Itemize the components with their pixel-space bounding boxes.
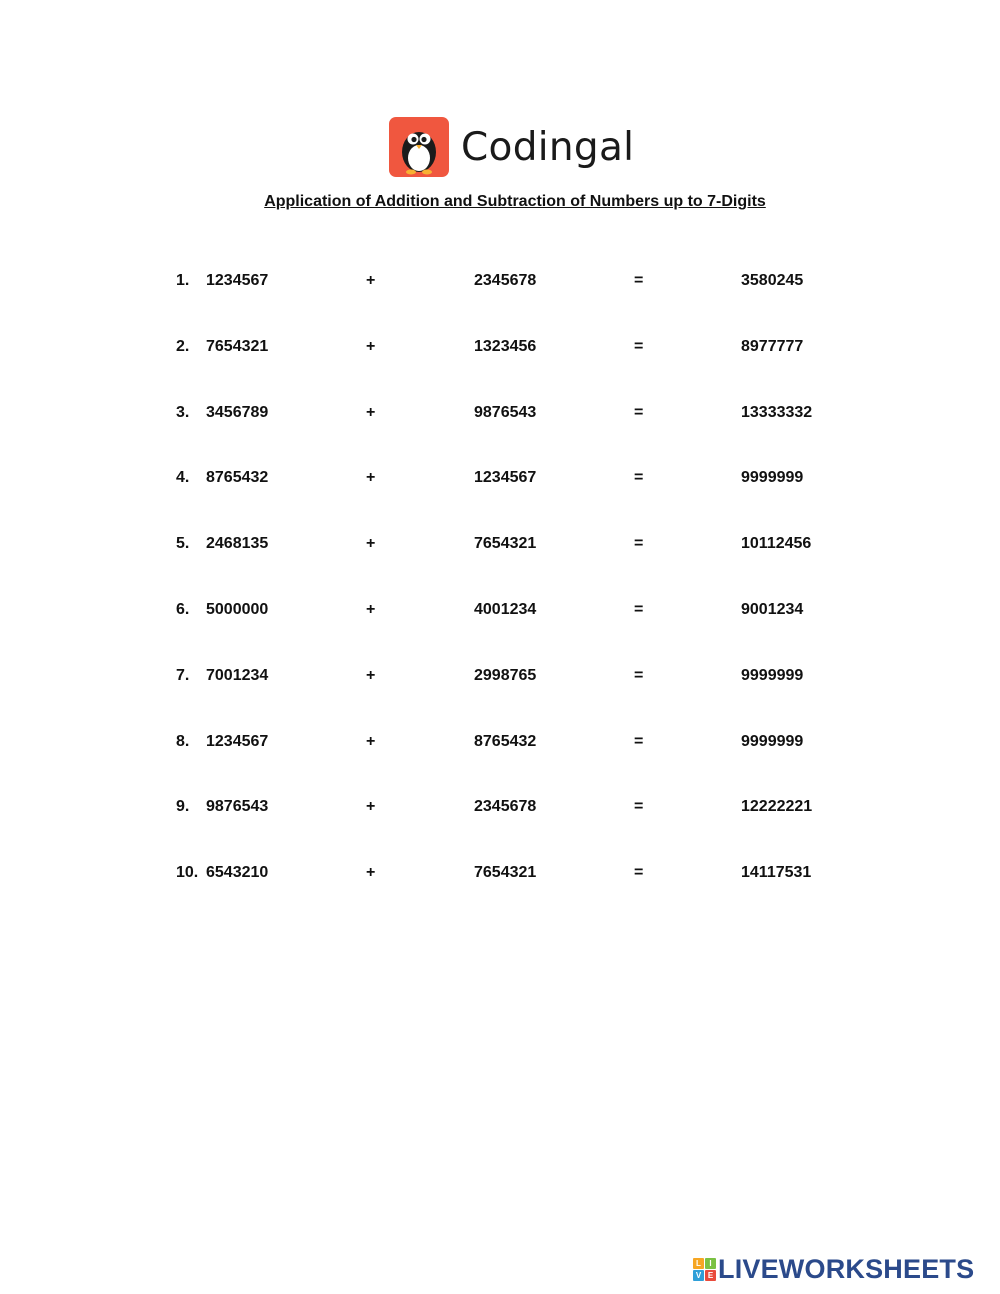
answer: 8977777	[741, 337, 804, 355]
operator: +	[366, 666, 376, 684]
problem-row	[0, 723, 1000, 789]
second-addend: 1323456	[474, 337, 537, 355]
first-addend: 6543210	[206, 864, 269, 882]
first-addend: 8765432	[206, 469, 269, 487]
equals-sign: =	[634, 469, 644, 487]
problem-row	[0, 525, 1000, 591]
problem-number: 3.	[176, 403, 190, 421]
operator: +	[366, 732, 376, 750]
answer: 3580245	[741, 272, 804, 289]
second-addend: 9876543	[474, 403, 537, 421]
first-addend: 1234567	[206, 272, 269, 289]
equals-sign: =	[634, 535, 644, 553]
equals-sign: =	[634, 798, 644, 816]
equals-sign: =	[634, 337, 644, 355]
second-addend: 2345678	[474, 272, 537, 289]
operator: +	[366, 337, 376, 355]
brand-logo	[389, 117, 634, 177]
live-letter-tile: V	[693, 1270, 704, 1281]
operator: +	[366, 469, 376, 487]
problem-number: 1.	[176, 272, 190, 289]
problem-number: 6.	[176, 600, 190, 618]
operator: +	[366, 535, 376, 553]
liveworksheets-text: LIVEWORKSHEETS	[718, 1254, 975, 1284]
operator: +	[366, 272, 376, 289]
problem-number: 10.	[176, 864, 199, 882]
problem-row	[0, 262, 1000, 328]
second-addend: 2998765	[474, 666, 537, 684]
problem-number: 4.	[176, 469, 190, 487]
second-addend: 8765432	[474, 732, 537, 750]
problem-number: 7.	[176, 666, 190, 684]
first-addend: 7654321	[206, 337, 269, 355]
equals-sign: =	[634, 666, 644, 684]
second-addend: 1234567	[474, 469, 537, 487]
answer: 14117531	[741, 864, 812, 882]
answer: 12222221	[741, 798, 813, 816]
operator: +	[366, 403, 376, 421]
answer: 9999999	[741, 732, 804, 750]
operator: +	[366, 864, 376, 882]
second-addend: 4001234	[474, 600, 537, 618]
second-addend: 7654321	[474, 535, 537, 553]
problem-row	[0, 394, 1000, 460]
worksheet-title: Application of Addition and Subtraction of Numbers up to 7-Digits	[264, 193, 766, 210]
second-addend: 7654321	[474, 864, 537, 882]
problem-row	[0, 854, 1000, 920]
equals-sign: =	[634, 403, 644, 421]
problem-row	[0, 591, 1000, 657]
problem-row	[0, 788, 1000, 854]
problem-row	[0, 657, 1000, 723]
brand-name: Codingal	[461, 124, 635, 170]
answer: 10112456	[741, 535, 812, 553]
problem-number: 2.	[176, 337, 190, 355]
equals-sign: =	[634, 732, 644, 750]
equals-sign: =	[634, 272, 644, 289]
first-addend: 5000000	[206, 600, 269, 618]
first-addend: 3456789	[206, 403, 269, 421]
live-letter-tile: L	[693, 1258, 704, 1269]
live-letter-tile: E	[705, 1270, 716, 1281]
liveworksheets-logo	[693, 1254, 974, 1285]
first-addend: 7001234	[206, 666, 269, 684]
first-addend: 9876543	[206, 798, 269, 816]
operator: +	[366, 798, 376, 816]
answer: 13333332	[741, 403, 813, 421]
equals-sign: =	[634, 864, 644, 882]
equals-sign: =	[634, 600, 644, 618]
first-addend: 1234567	[206, 732, 269, 750]
second-addend: 2345678	[474, 798, 537, 816]
operator: +	[366, 600, 376, 618]
problem-list	[0, 262, 1000, 920]
answer: 9999999	[741, 469, 804, 487]
first-addend: 2468135	[206, 535, 269, 553]
live-grid-icon	[693, 1258, 716, 1281]
problem-number: 8.	[176, 732, 190, 750]
answer: 9001234	[741, 600, 804, 618]
answer: 9999999	[741, 666, 804, 684]
problem-row	[0, 459, 1000, 525]
problem-number: 5.	[176, 535, 190, 553]
penguin-icon	[389, 117, 449, 177]
problem-number: 9.	[176, 798, 190, 816]
problem-row	[0, 328, 1000, 394]
live-letter-tile: I	[705, 1258, 716, 1269]
